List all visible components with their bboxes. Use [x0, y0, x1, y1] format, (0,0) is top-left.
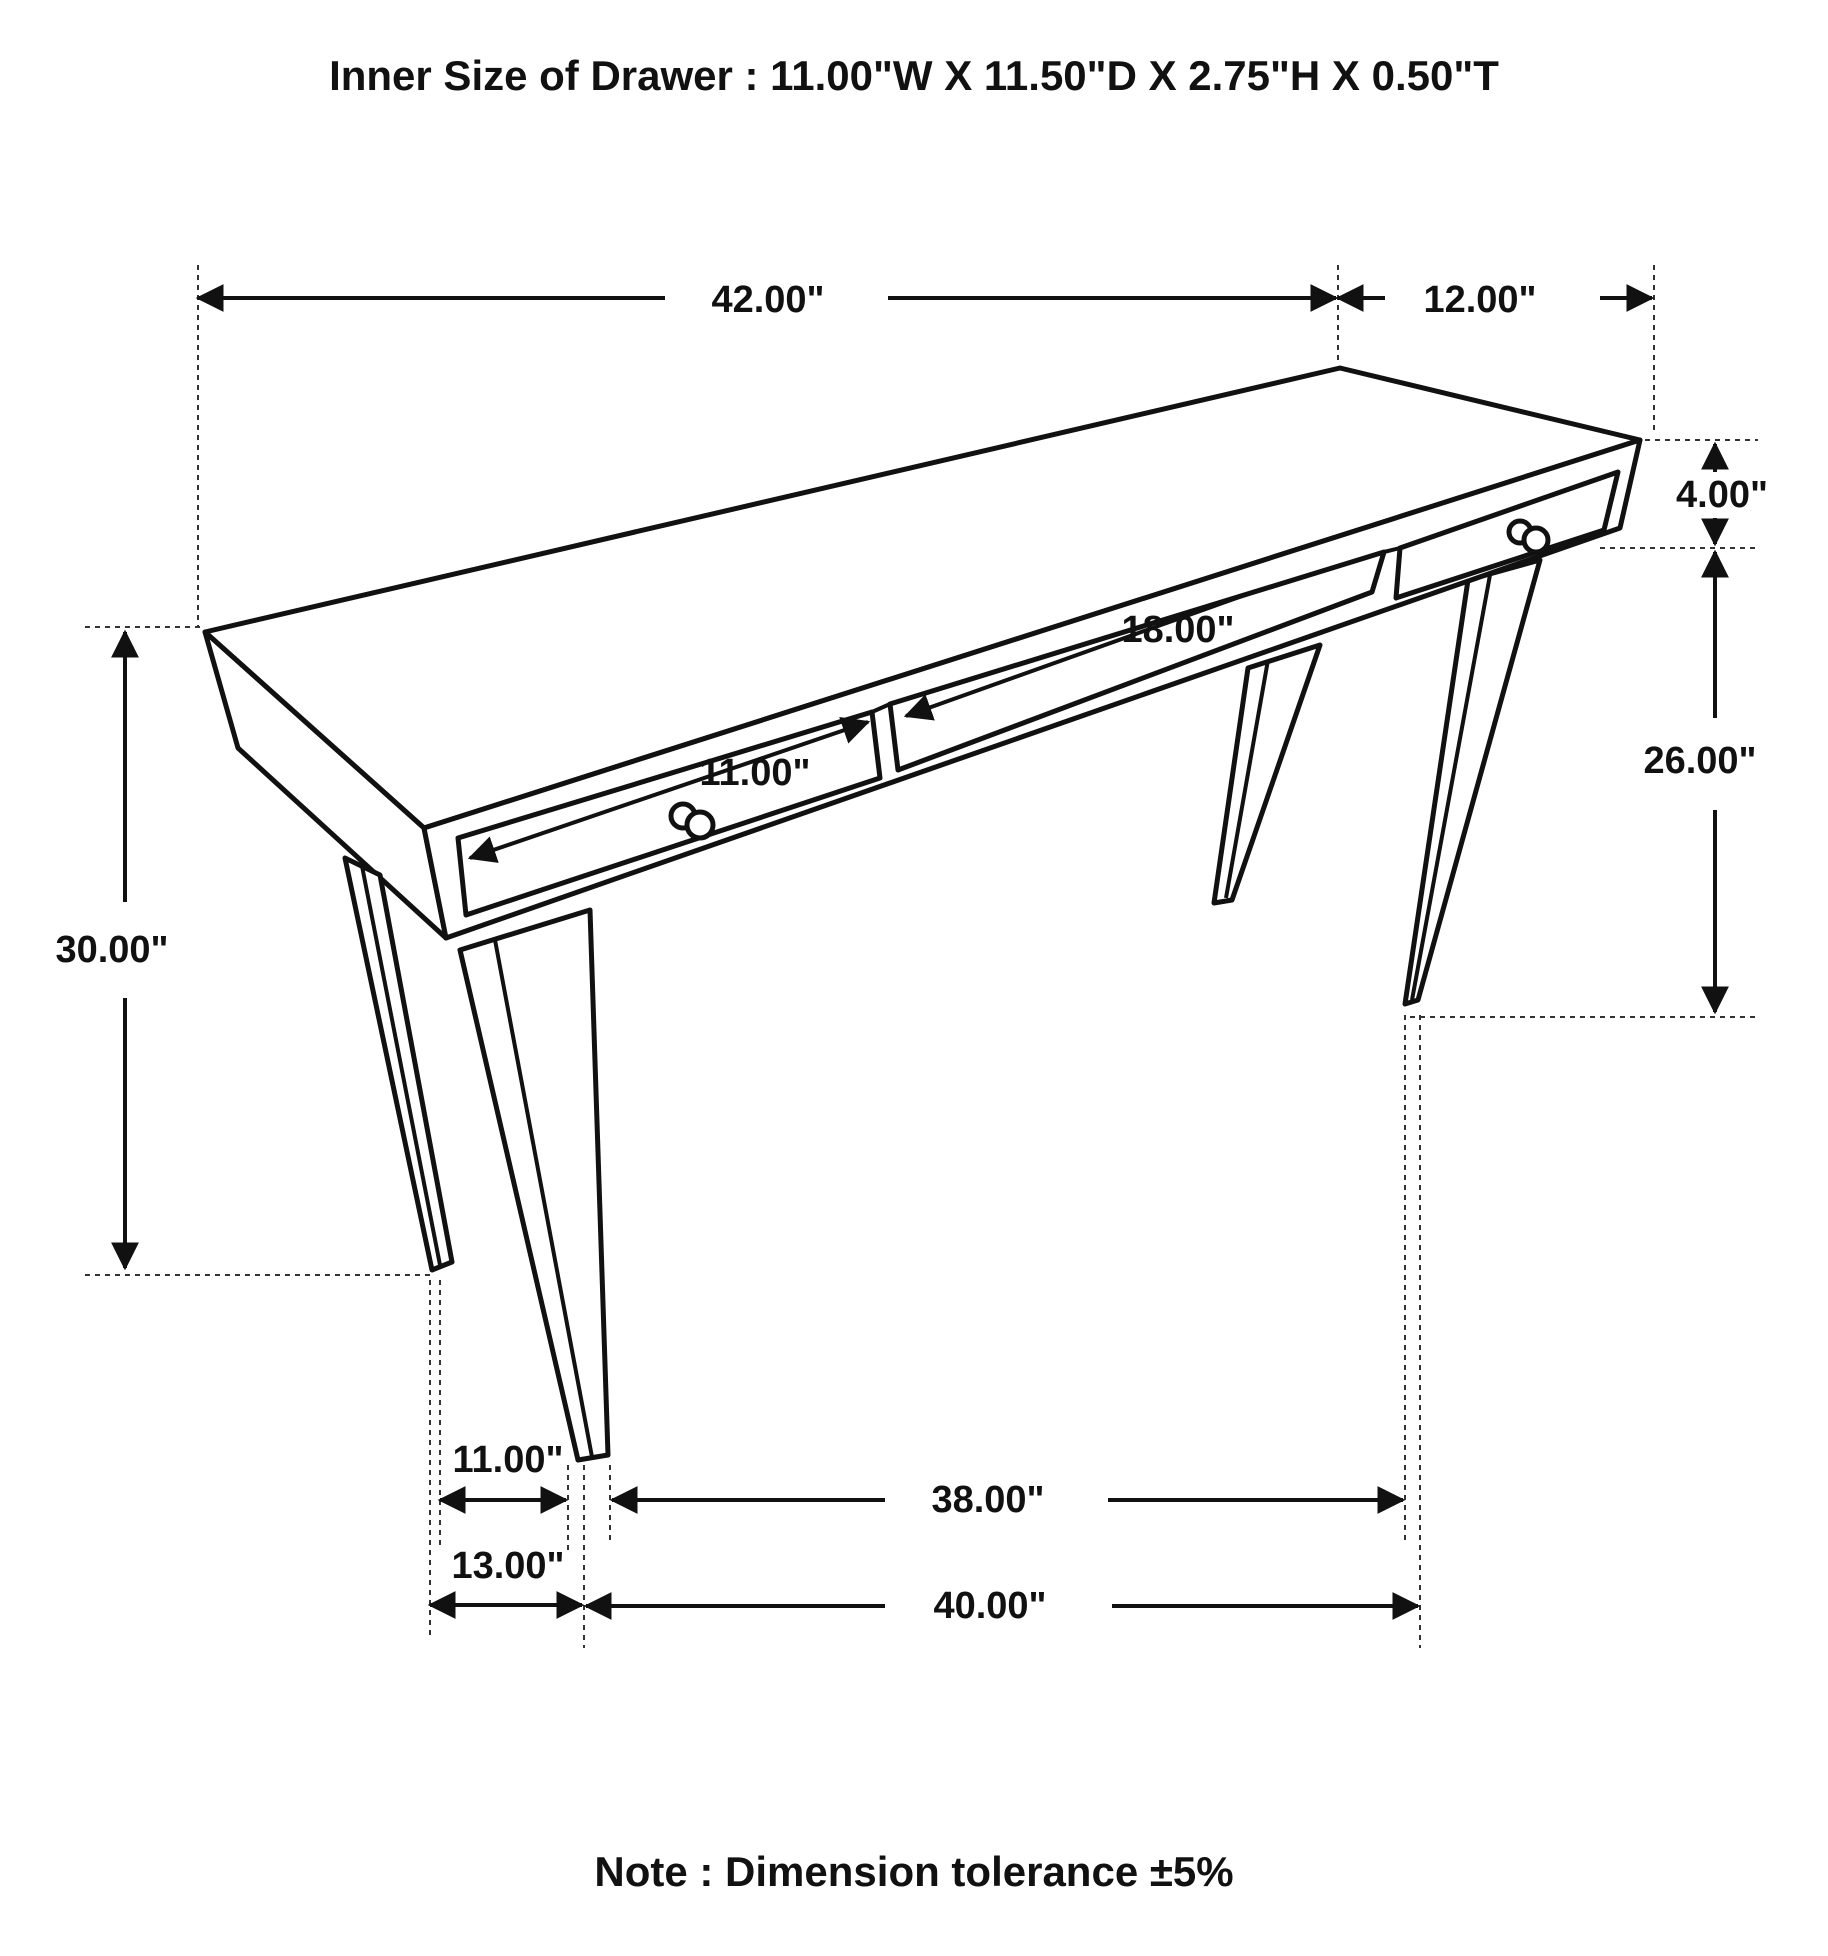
left-drawer-knob-icon	[687, 812, 713, 838]
width-label: 42.00"	[711, 279, 825, 321]
overall-height-label: 30.00"	[55, 929, 169, 971]
back-left-leg	[1214, 645, 1320, 903]
front-leg-spread-inner-label: 38.00"	[931, 1479, 1045, 1521]
side-leg-spread-inner-label: 11.00"	[452, 1439, 564, 1481]
side-drawer-label: 11.00"	[699, 752, 811, 794]
side-leg-spread-outer-label: 13.00"	[451, 1545, 565, 1587]
table-outline	[205, 368, 1640, 1460]
right-drawer-knob-icon	[1524, 528, 1548, 552]
depth-label: 12.00"	[1423, 279, 1537, 321]
front-leg-spread-outer-label: 40.00"	[933, 1585, 1047, 1627]
drawer-inner-size-title: Inner Size of Drawer : 11.00"W X 11.50"D X 2.75"H X 0.50"T	[329, 52, 1499, 99]
tolerance-note: Note : Dimension tolerance ±5%	[594, 1848, 1234, 1895]
clearance-height-label: 26.00"	[1643, 740, 1757, 782]
front-right-leg	[460, 910, 608, 1460]
front-left-leg-edge	[362, 866, 440, 1265]
center-drawer-label: 18.00"	[1121, 609, 1235, 651]
apron-height-label: 4.00"	[1676, 474, 1768, 516]
